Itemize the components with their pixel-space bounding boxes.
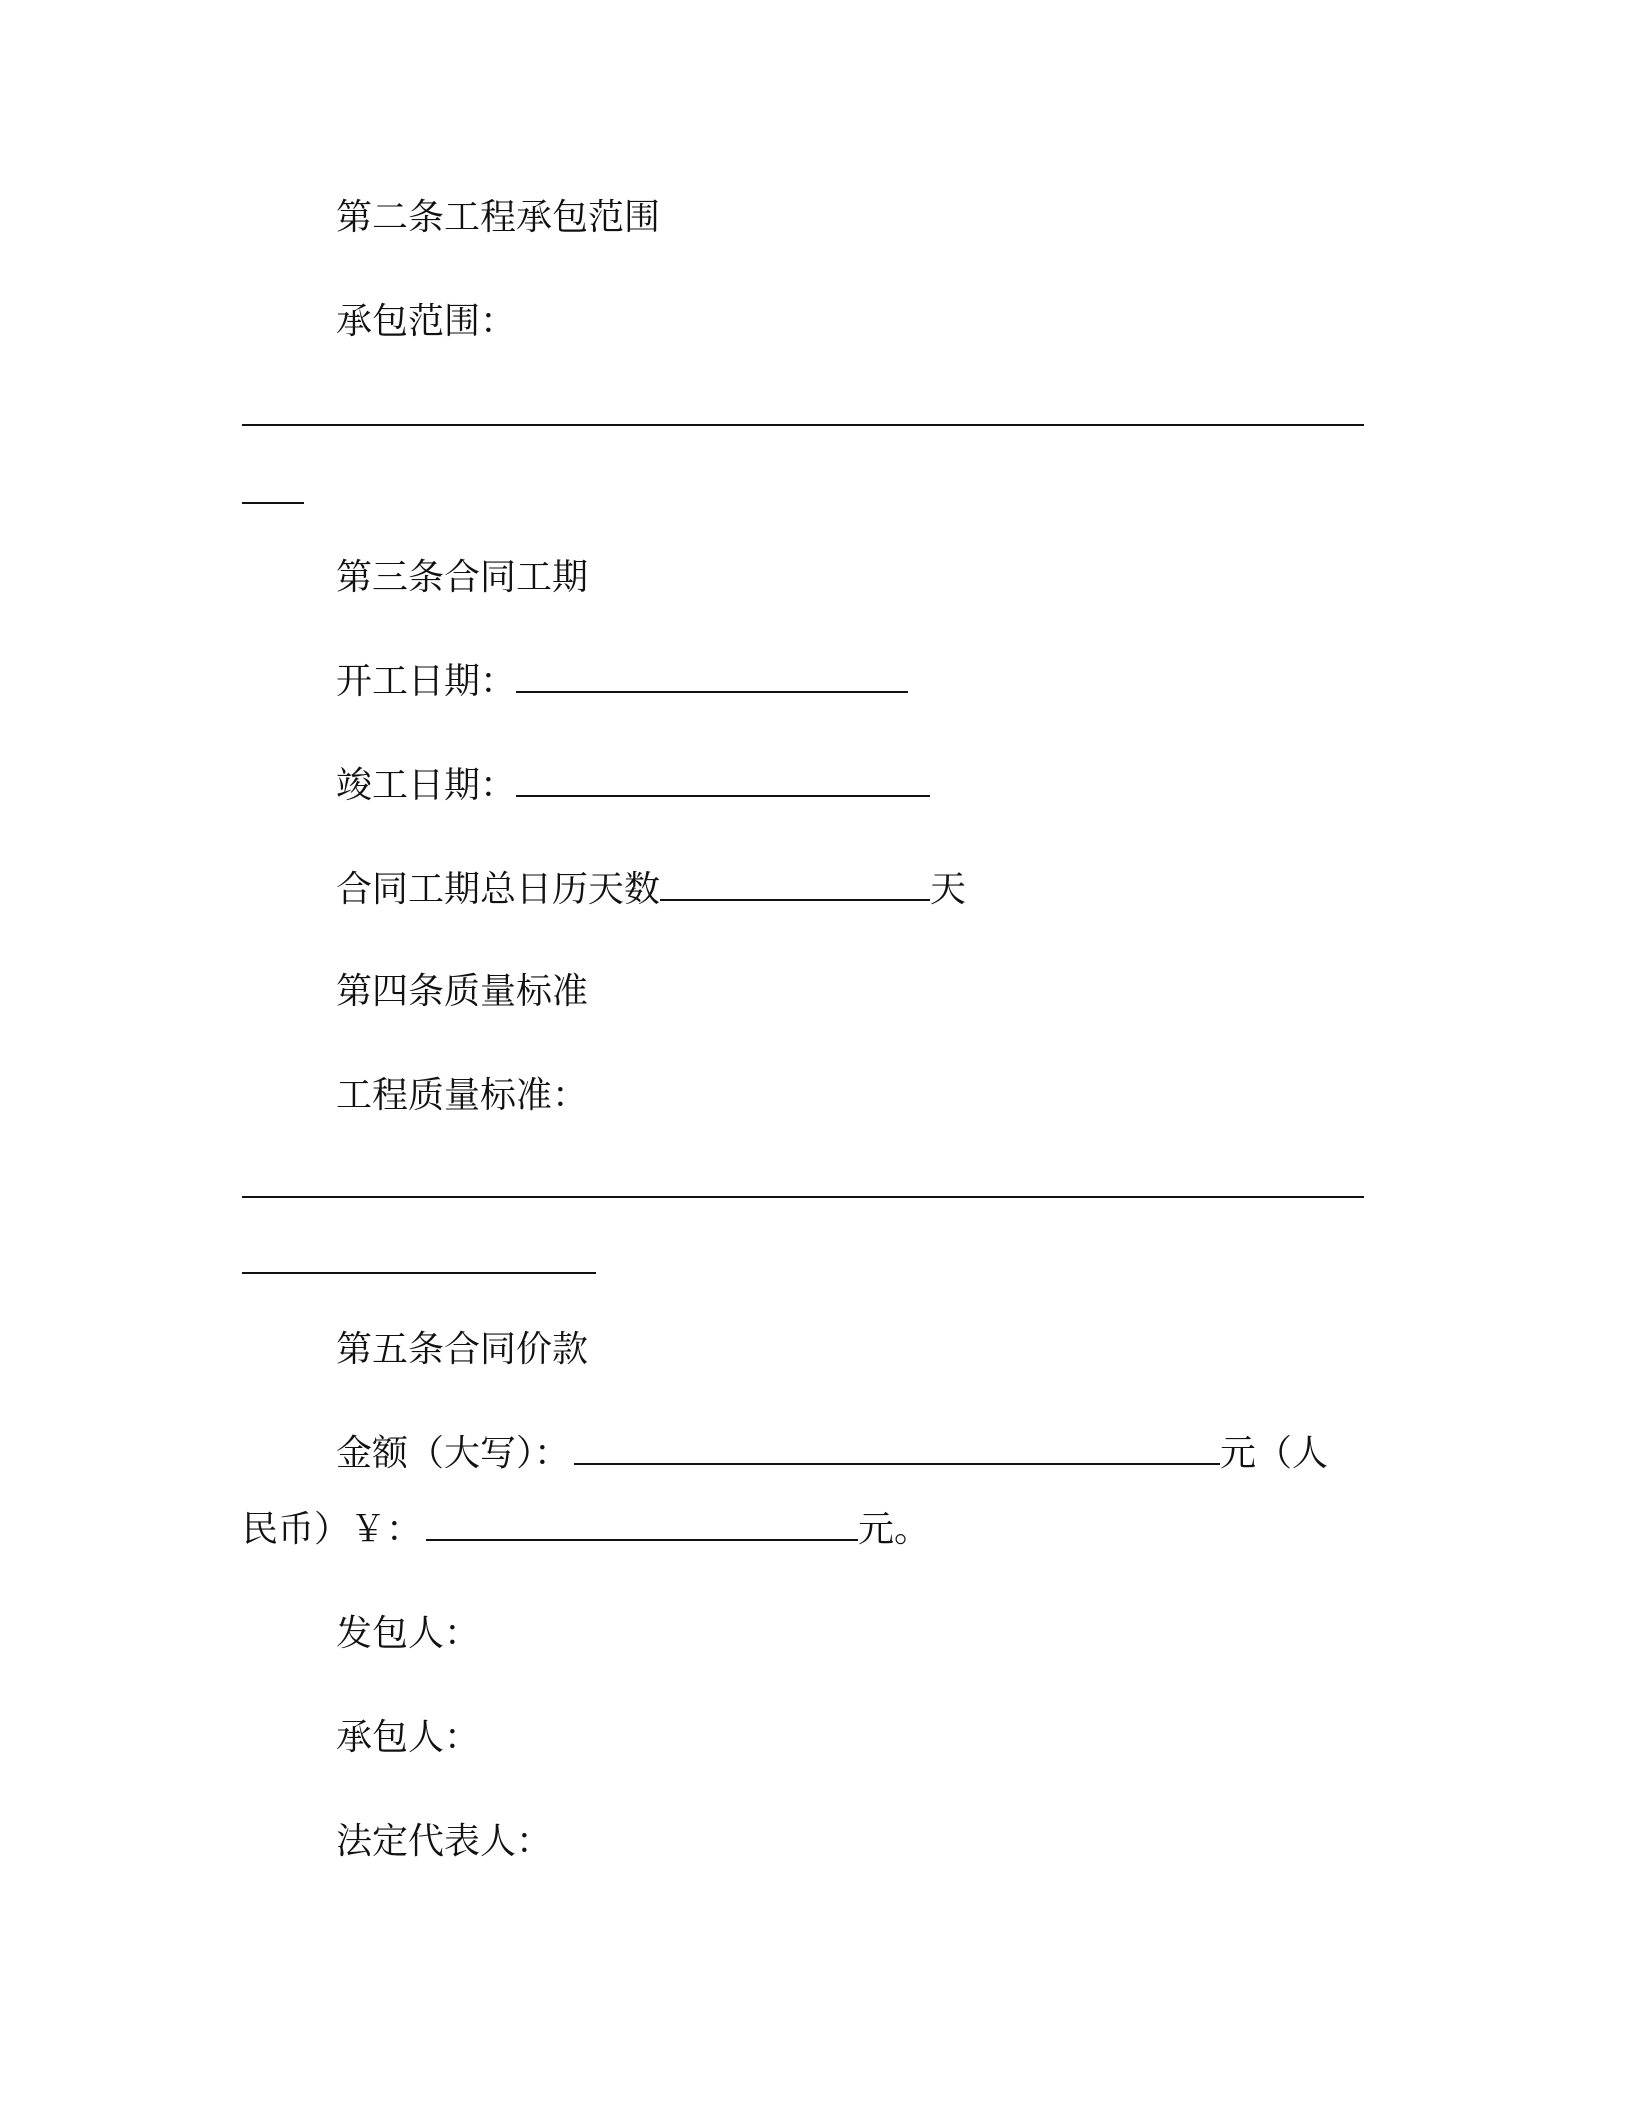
- total-days-row: [336, 868, 966, 912]
- start-date-row: [336, 660, 908, 704]
- scope-label: 承包范围：: [336, 301, 517, 342]
- start-date-blank: [516, 661, 908, 693]
- rmb-row: [242, 1508, 930, 1552]
- employer-label: 发包人：: [336, 1613, 481, 1654]
- total-days-blank: [660, 869, 930, 901]
- scope-blank-line-2: [242, 502, 304, 504]
- amount-label: 金额（大写）：: [336, 1433, 571, 1474]
- contractor-label: 承包人：: [336, 1717, 481, 1758]
- rmb-label: 民币）￥：: [242, 1509, 423, 1550]
- amount-words-blank: [574, 1433, 1220, 1465]
- article-3-heading: 第三条合同工期: [336, 557, 589, 598]
- quality-label: 工程质量标准：: [336, 1075, 589, 1116]
- article-4-heading: 第四条质量标准: [336, 971, 589, 1012]
- rmb-amount-blank: [426, 1509, 858, 1541]
- article-2-heading: 第二条工程承包范围: [336, 197, 661, 238]
- end-date-row: [336, 764, 930, 808]
- total-days-unit: 天: [930, 869, 967, 910]
- start-date-label: 开工日期：: [336, 661, 517, 702]
- scope-blank-line-1: [242, 424, 1364, 426]
- legal-representative-label: 法定代表人：: [336, 1821, 553, 1862]
- end-date-label: 竣工日期：: [336, 765, 517, 806]
- quality-blank-line-2: [242, 1272, 596, 1274]
- amount-unit: 元（人: [1220, 1433, 1329, 1474]
- total-days-label: 合同工期总日历天数: [336, 869, 661, 910]
- quality-blank-line-1: [242, 1196, 1364, 1198]
- amount-row: [336, 1432, 1328, 1476]
- end-date-blank: [516, 765, 930, 797]
- article-5-heading: 第五条合同价款: [336, 1329, 589, 1370]
- rmb-unit: 元。: [858, 1509, 931, 1550]
